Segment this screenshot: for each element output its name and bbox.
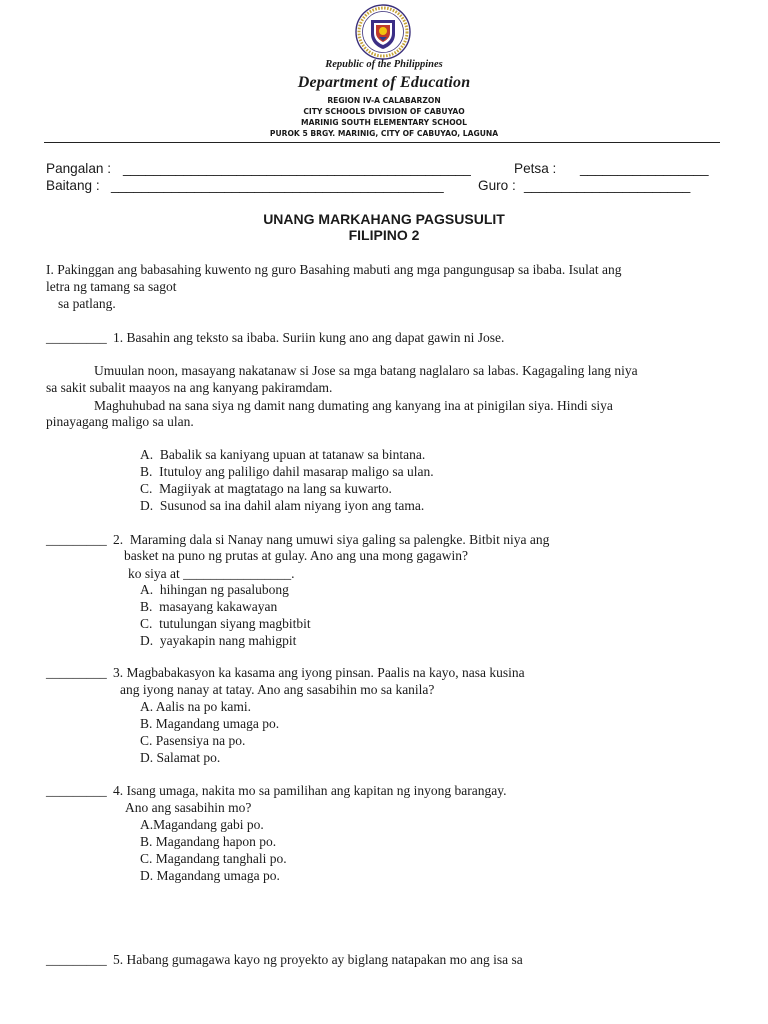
choice-item: C. Pasensiya na po. — [140, 733, 246, 748]
choice-item: D. Magandang umaga po. — [140, 868, 280, 883]
choice-item: D. Susunod sa ina dahil alam niyang iyon ang tama. — [140, 498, 425, 513]
question-prompt: 1. Basahin ang teksto sa ibaba. Suriin kung ano ang dapat gawin ni Jose. — [113, 330, 505, 345]
choice-item: B. Magandang umaga po. — [140, 716, 280, 731]
choice-item: A. Aalis na po kami. — [140, 699, 251, 714]
choice-item: A.Magandang gabi po. — [140, 817, 264, 832]
choice-item: B. masayang kakawayan — [140, 599, 278, 614]
header-division: CITY SCHOOLS DIVISION OF CABUYAO — [303, 107, 465, 116]
header-department: Department of Education — [297, 74, 471, 91]
question-continuation: ko siya at ________________. — [128, 566, 295, 581]
header-school: MARINIG SOUTH ELEMENTARY SCHOOL — [301, 118, 467, 127]
deped-seal-icon — [355, 4, 411, 60]
passage-line: Umuulan noon, masayang nakatanaw si Jose sa mga batang naglalaro sa labas. Kagagaling lang niya — [94, 363, 638, 378]
date-label: Petsa : — [514, 161, 557, 176]
answer-blank[interactable]: _________ — [46, 330, 107, 345]
question-continuation: ang iyong nanay at tatay. Ano ang sasabihin mo sa kanila? — [120, 682, 435, 697]
answer-blank[interactable]: _________ — [46, 665, 107, 680]
grade-field[interactable]: ____________________________________________ — [111, 178, 444, 193]
passage-line: Maghuhubad na sana siya ng damit nang dumating ang kanyang ina at pinigilan siya. Hindi siya — [94, 398, 613, 413]
choice-item: D. yayakapin nang mahigpit — [140, 633, 297, 648]
passage-line: sa sakit subalit maayos na ang kanyang pakiramdam. — [46, 380, 333, 395]
instructions-line: sa patlang. — [58, 296, 116, 311]
choice-item: A. hihingan ng pasalubong — [140, 582, 289, 597]
grade-label: Baitang : — [46, 178, 100, 193]
instructions-line: I. Pakinggan ang babasahing kuwento ng guro Basahing mabuti ang mga pangungusap sa ibaba. Isulat ang — [46, 262, 622, 277]
date-field[interactable]: _________________ — [580, 161, 709, 176]
question-prompt: 2. Maraming dala si Nanay nang umuwi siya galing sa palengke. Bitbit niya ang — [113, 532, 550, 547]
name-field[interactable]: ______________________________________________ — [123, 161, 471, 176]
instructions-line: letra ng tamang sa sagot — [46, 279, 177, 294]
teacher-field[interactable]: ______________________ — [524, 178, 691, 193]
exam-title: UNANG MARKAHANG PAGSUSULIT — [263, 211, 505, 227]
name-label: Pangalan : — [46, 161, 112, 176]
question-prompt: 3. Magbabakasyon ka kasama ang iyong pinsan. Paalis na kayo, nasa kusina — [113, 665, 525, 680]
choice-item: D. Salamat po. — [140, 750, 221, 765]
answer-blank[interactable]: _________ — [46, 952, 107, 967]
choice-item: A. Babalik sa kaniyang upuan at tatanaw sa bintana. — [140, 447, 426, 462]
question-prompt: 4. Isang umaga, nakita mo sa pamilihan ang kapitan ng inyong barangay. — [113, 783, 507, 798]
choice-item: B. Itutuloy ang paliligo dahil masarap maligo sa ulan. — [140, 464, 434, 479]
choice-item: B. Magandang hapon po. — [140, 834, 277, 849]
exam-subject: FILIPINO 2 — [348, 227, 420, 243]
header-region: REGION IV-A CALABARZON — [327, 96, 441, 105]
passage-line: pinayagang maligo sa ulan. — [46, 414, 194, 429]
question-continuation: basket na puno ng prutas at gulay. Ano ang una mong gagawin? — [124, 548, 469, 563]
header-divider — [44, 142, 720, 143]
choice-item: C. tutulungan siyang magbitbit — [140, 616, 311, 631]
choice-item: C. Magiiyak at magtatago na lang sa kuwarto. — [140, 481, 392, 496]
question-prompt: 5. Habang gumagawa kayo ng proyekto ay biglang natapakan mo ang isa sa — [113, 952, 523, 967]
teacher-label: Guro : — [478, 178, 516, 193]
answer-blank[interactable]: _________ — [46, 783, 107, 798]
choice-item: C. Magandang tanghali po. — [140, 851, 287, 866]
question-continuation: Ano ang sasabihin mo? — [125, 800, 252, 815]
header-address: PUROK 5 BRGY. MARINIG, CITY OF CABUYAO, LAGUNA — [269, 129, 499, 138]
header-republic: Republic of the Philippines — [325, 59, 443, 70]
answer-blank[interactable]: _________ — [46, 532, 107, 547]
